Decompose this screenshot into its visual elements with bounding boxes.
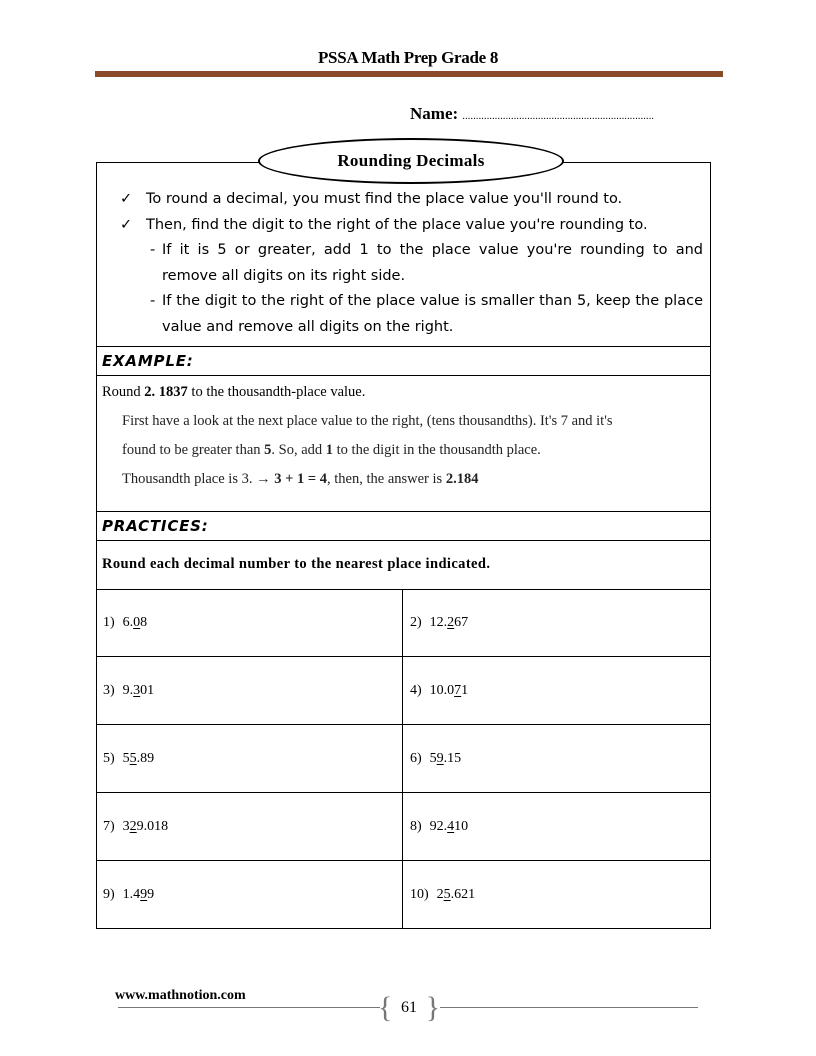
problem-number: 1) <box>103 614 115 630</box>
underlined-digit: 7 <box>454 682 462 698</box>
example-line-3 <box>122 471 702 488</box>
example-number: 2. 1837 <box>144 384 188 400</box>
problem-number: 8) <box>410 818 422 834</box>
example-text: . So, add <box>271 442 326 458</box>
worksheet-title-banner <box>258 138 564 184</box>
left-brace-icon: { <box>378 991 393 1024</box>
divider <box>96 346 711 347</box>
example-lead-text: Round <box>102 384 145 400</box>
problem-value: 25.621 <box>436 887 476 902</box>
check-icon: ✓ <box>120 191 133 207</box>
problems-grid <box>96 589 711 929</box>
example-text: found to be greater than <box>122 442 265 458</box>
page-number: 61 <box>401 999 417 1016</box>
example-answer: 2.184 <box>445 471 479 487</box>
name-field <box>410 104 654 124</box>
problem-cell[interactable] <box>403 861 711 929</box>
dash-bullet: - <box>150 293 156 309</box>
problem-value: 1.499 <box>122 887 155 902</box>
sub-rule-text: If the digit to the right of the place value is smaller than 5, keep the place value and remove all digits on the right. <box>162 293 703 335</box>
problem-value: 12.267 <box>429 614 469 630</box>
sub-rule-text: If it is 5 or greater, add 1 to the place value you're rounding to and remove all digits on its right side. <box>162 242 703 284</box>
example-lead <box>102 384 702 401</box>
divider <box>96 540 711 541</box>
problem-cell[interactable] <box>403 589 711 657</box>
underlined-digit: 9 <box>436 750 444 766</box>
underlined-digit: 2 <box>129 818 137 834</box>
underlined-digit: 5 <box>443 887 451 902</box>
sub-rule-item <box>120 238 703 289</box>
problem-cell[interactable] <box>403 793 711 861</box>
problem-cell[interactable] <box>96 793 403 861</box>
example-line-1: First have a look at the next place value to the right, (tens thousandths). It's 7 and it's <box>122 413 613 429</box>
problem-number: 10) <box>410 887 429 902</box>
example-value: 5 <box>264 442 272 458</box>
problem-cell[interactable] <box>403 725 711 793</box>
problem-cell[interactable] <box>96 589 403 657</box>
page-header-title: PSSA Math Prep Grade 8 <box>317 48 499 67</box>
problem-cell[interactable] <box>96 725 403 793</box>
footer-url-link[interactable]: www.mathnotion.com <box>115 988 246 1003</box>
example-content <box>102 384 702 500</box>
underlined-digit: 0 <box>133 614 141 630</box>
check-icon: ✓ <box>120 216 133 233</box>
problem-number: 3) <box>103 682 115 698</box>
example-text: , then, the answer is <box>327 471 446 487</box>
divider <box>96 511 711 512</box>
problem-number: 9) <box>103 887 115 902</box>
rule-item <box>120 213 703 239</box>
problem-number: 6) <box>410 750 422 766</box>
problem-value: 55.89 <box>122 750 155 766</box>
underlined-digit: 9 <box>140 887 148 902</box>
rule-item <box>120 187 703 213</box>
problem-number: 7) <box>103 818 115 834</box>
name-blank: ....................................................................... <box>462 111 655 122</box>
problem-value: 10.071 <box>429 682 469 698</box>
divider <box>96 375 711 376</box>
problem-number: 5) <box>103 750 115 766</box>
header-rule <box>95 71 723 77</box>
problem-cell[interactable] <box>96 861 403 929</box>
example-line-2 <box>122 442 702 459</box>
example-value: 1 <box>325 442 334 458</box>
problem-cell[interactable] <box>96 657 403 725</box>
dash-bullet: - <box>150 242 156 258</box>
rules-list <box>120 187 703 340</box>
problem-value: 329.018 <box>122 818 169 834</box>
underlined-digit: 5 <box>129 750 137 766</box>
example-heading: EXAMPLE: <box>102 352 194 370</box>
footer-rule <box>440 1007 698 1008</box>
example-text: to the digit in the thousandth place. <box>333 442 541 458</box>
rule-text: Then, find the digit to the right of the place value you're rounding to. <box>146 216 648 233</box>
underlined-digit: 2 <box>447 614 455 630</box>
example-equation: 3 + 1 = 4 <box>274 471 328 487</box>
problem-value: 9.301 <box>122 682 155 698</box>
problem-value: 92.410 <box>429 818 469 834</box>
problem-value: 6.08 <box>122 614 148 630</box>
example-text: Thousandth place is 3. → <box>122 471 275 487</box>
problem-number: 4) <box>410 682 422 698</box>
page-number-badge <box>378 991 440 1024</box>
underlined-digit: 3 <box>133 682 141 698</box>
footer-rule <box>118 1007 380 1008</box>
practices-heading: PRACTICES: <box>102 517 209 535</box>
name-label: Name: <box>410 104 459 123</box>
worksheet-title: Rounding Decimals <box>337 151 485 170</box>
problem-number: 2) <box>410 614 422 630</box>
rule-text: To round a decimal, you must find the place value you'll round to. <box>146 191 623 207</box>
problem-cell[interactable] <box>403 657 711 725</box>
sub-rule-item <box>120 289 703 340</box>
problem-value: 59.15 <box>429 750 462 766</box>
practice-instructions: Round each decimal number to the nearest place indicated. <box>102 556 491 572</box>
right-brace-icon: } <box>425 991 440 1024</box>
example-lead-text: to the thousandth-place value. <box>187 384 366 400</box>
underlined-digit: 4 <box>447 818 455 834</box>
